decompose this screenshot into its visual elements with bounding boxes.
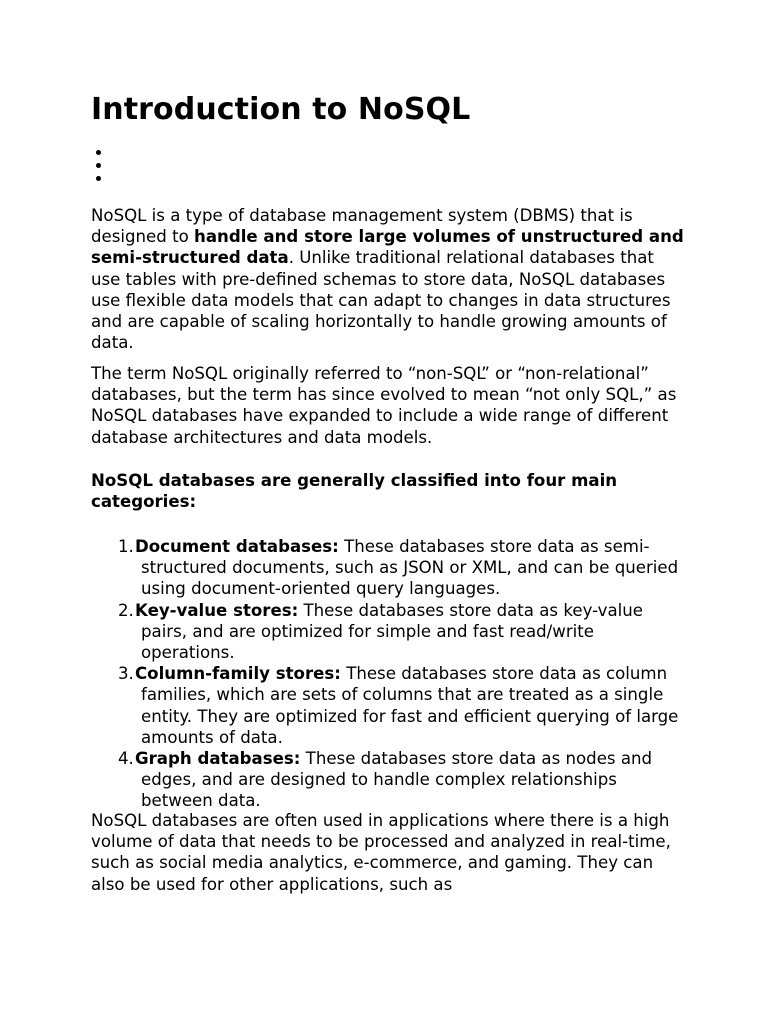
- list-item-term: Graph databases:: [135, 749, 301, 769]
- intro-text-before: NoSQL is a type of database management system (DBMS) that is designed to: [91, 206, 633, 247]
- usage-paragraph: NoSQL databases are often used in applications where there is a high volume of data that needs to be processed and analyzed in real-time, such as social media analytics, e-commerce, and gaming. They can also be used for other applications, such as: [91, 811, 671, 894]
- list-item-number: 4.: [118, 749, 134, 769]
- ellipsis-dot: [96, 163, 101, 168]
- list-item-number: 2.: [118, 600, 134, 620]
- list-item: [91, 748, 686, 812]
- vertical-ellipsis-icon: [96, 150, 102, 189]
- list-item-description: These databases store data as semi-structured documents, such as JSON or XML, and can be queried using document-oriented query languages.: [141, 537, 679, 599]
- list-item-number: 3.: [118, 664, 134, 684]
- list-item-term: Document databases:: [135, 537, 339, 556]
- history-paragraph: The term NoSQL originally referred to “non-SQL” or “non-relational” databases, but the term has since evolved to mean “not only SQL,” as NoSQL databases have expanded to include a wide range of different database architectures and data models.: [91, 364, 677, 447]
- categories-heading: NoSQL databases are generally classified into four main categories:: [91, 471, 618, 512]
- list-item: [91, 600, 686, 664]
- list-item: [91, 536, 686, 600]
- list-item: [91, 663, 686, 748]
- categories-list: [91, 536, 686, 812]
- intro-text-after: . Unlike traditional relational databases that use tables with pre-defined schemas to store data, NoSQL databases use flexible data models that can adapt to changes in data structures and are capable of scaling horizontally to handle growing amounts of data.: [91, 248, 671, 353]
- list-item-term: Column-family stores:: [135, 664, 341, 684]
- ellipsis-dot: [96, 150, 101, 155]
- page-title: Introduction to NoSQL: [91, 92, 471, 127]
- list-item-term: Key-value stores:: [135, 600, 299, 620]
- intro-bold-text: handle and store large volumes of unstructured and semi-structured data: [91, 227, 684, 268]
- list-item-description: These databases store data as nodes and edges, and are designed to handle complex relationships between data.: [141, 749, 653, 811]
- ellipsis-dot: [96, 176, 101, 181]
- list-item-number: 1.: [118, 537, 134, 556]
- list-item-description: These databases store data as key-value pairs, and are optimized for simple and fast read/write operations.: [141, 600, 643, 663]
- list-item-description: These databases store data as column families, which are sets of columns that are treated as a single entity. They are optimized for fast and efficient querying of large amounts of data.: [141, 664, 679, 747]
- intro-paragraph: [91, 205, 686, 353]
